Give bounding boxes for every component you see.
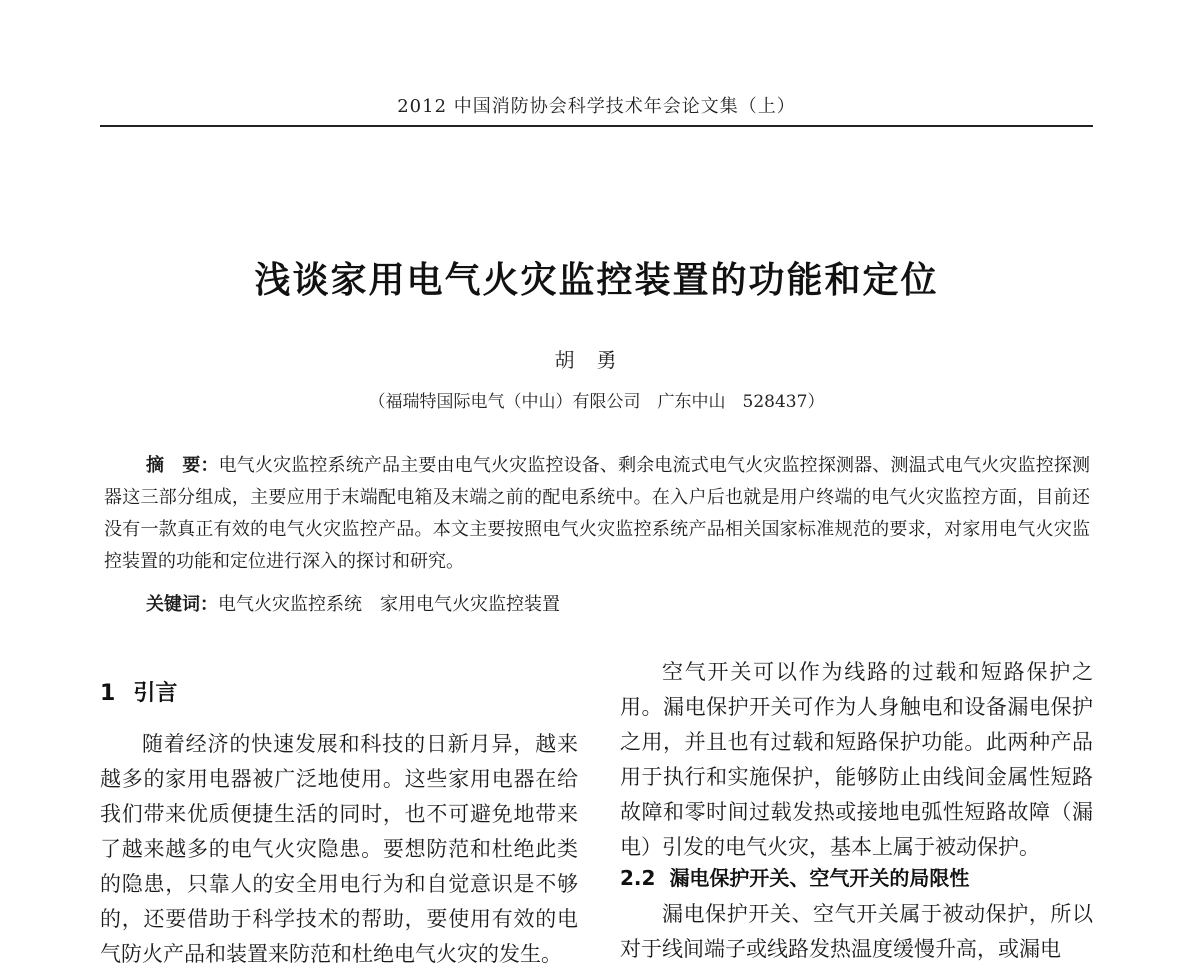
right-paragraph-2: 漏电保护开关、空气开关属于被动保护，所以对于线间端子或线路发热温度缓慢升高，或漏电 (620, 902, 1093, 961)
right-paragraph-1: 空气开关可以作为线路的过载和短路保护之用。漏电保护开关可作为人身触电和设备漏电保护之用，并且也有过载和短路保护功能。此两种产品用于执行和实施保护，能够防止由线间金属性短路故障和零时间过载发热或接地电弧性短路故障（漏电）引发的电气火灾，基本上属于被动保护。 (620, 660, 1093, 859)
abstract (104, 450, 1090, 578)
section-1-number: 1 (100, 681, 116, 706)
left-column (100, 727, 578, 966)
running-head: 2012 中国消防协会科学技术年会论文集（上） (397, 96, 796, 117)
keywords-label: 关键词： (146, 594, 218, 615)
section-1-heading (100, 676, 177, 707)
paper-title: 浅谈家用电气火灾监控装置的功能和定位 (254, 260, 939, 301)
right-column-bottom (620, 897, 1093, 961)
keywords-text: 电气火灾监控系统 家用电气火灾监控装置 (218, 594, 560, 615)
author-affiliation: （福瑞特国际电气（中山）有限公司 广东中山 528437） (368, 392, 825, 412)
author-name: 胡勇 (554, 348, 639, 372)
section-1-paragraph: 随着经济的快速发展和科技的日新月异，越来越多的家用电器被广泛地使用。这些家用电器在给我们带来优质便捷生活的同时，也不可避免地带来了越来越多的电气火灾隐患。要想防范和杜绝此类的隐患，只靠人的安全用电行为和自觉意识是不够的，还要借助于科学技术的帮助，要使用有效的电气防火产品和装置来防范和杜绝电气火灾的发生。 (100, 732, 578, 966)
right-column-top (620, 655, 1093, 865)
subsection-number: 2.2 (620, 866, 656, 890)
abstract-text: 电气火灾监控系统产品主要由电气火灾监控设备、剩余电流式电气火灾监控探测器、测温式电气火灾监控探测器这三部分组成，主要应用于末端配电箱及末端之前的配电系统中。在入户后也就是用户终端的电气火灾监控方面，目前还没有一款真正有效的电气火灾监控产品。本文主要按照电气火灾监控系统产品相关国家标准规范的要求，对家用电气火灾监控装置的功能和定位进行深入的探讨和研究。 (104, 455, 1091, 572)
subsection-title: 漏电保护开关、空气开关的局限性 (669, 866, 970, 890)
abstract-label: 摘 要： (146, 455, 219, 476)
keywords (146, 590, 1090, 616)
section-1-title: 引言 (133, 681, 178, 706)
header-rule (100, 125, 1093, 127)
subsection-2-2-heading (620, 862, 969, 891)
